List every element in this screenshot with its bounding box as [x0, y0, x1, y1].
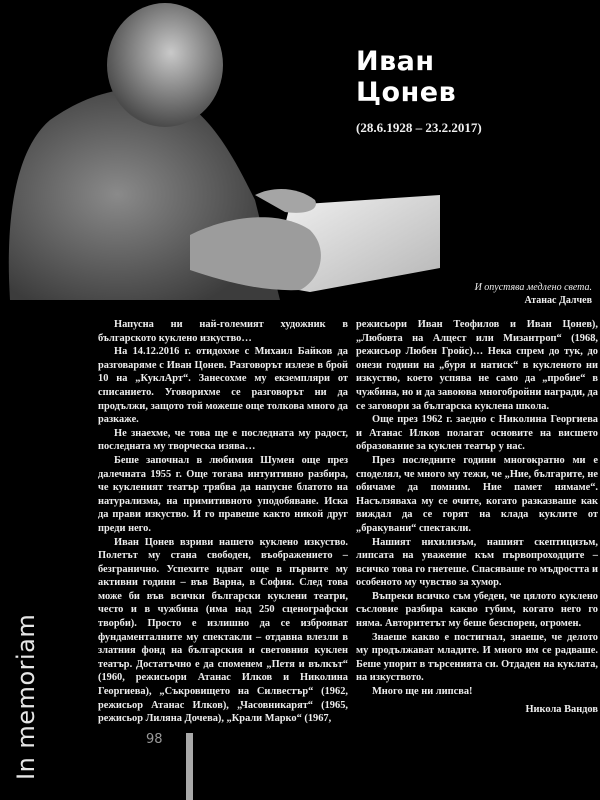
- paragraph: Въпреки всичко съм убеден, че цялото куклено съсловие разбира какво губим, когато него го няма. Авторитетът му беше безспорен, огромен.: [356, 590, 598, 630]
- portrait-image: [0, 0, 440, 300]
- paragraph: Напусна ни най-големият художник в българското куклено изкуство…: [98, 319, 348, 344]
- decorative-bar: [186, 733, 193, 800]
- paragraph: Знаеше какво е постигнал, знаеше, че делото му продължават младите. И много им се радваше. Беше упорит в търсенията си. Отдаден на куклата, на изкуството.: [356, 631, 598, 684]
- paragraph: През последните години многократно ми е споделял, че много му тежи, че „Ние, българите, не обичаме да помним. Ние памет нямаме“. Насълзяваха му се очите, когато разказваше как виждал да се горят на клада куклите от „бракувани“ спектакли.: [356, 454, 598, 534]
- epigraph-quote: И опустява медлено света.: [474, 282, 592, 293]
- title-last-name: Цонев: [356, 77, 457, 108]
- paragraph: Много ще ни липсва!: [372, 686, 473, 698]
- paragraph: Нашият нихилизъм, нашият скептицизъм, липсата на уважение към първопроходците – всичко това го гнетеше. Спасяваше го мъдростта и особеното му чувство за хумор.: [356, 536, 598, 589]
- paragraph: режисьори Иван Теофилов и Иван Цонев), „Любовта на Алцест или Мизантроп“ (1968, режисьор Любен Гройс)… Нека спрем до тук, до онези години на „буря и натиск“ в кукленото ни изкуство, което успява не само да „пробие“ в чужбина, но и да завоюва многобройни награди, да се заговори за българска куклена школа.: [356, 319, 598, 412]
- paragraph: На 14.12.2016 г. отидохме с Михаил Байков да разговаряме с Иван Цонев. Разговорът излезе в брой 10 на „КуклАрт“. Занесохме му екземпляри от списанието. Уговорихме се разговорът ни да продължи, защото той можеше още толкова много да разкаже.: [98, 346, 348, 426]
- paragraph: Не знаехме, че това ще е последната му радост, последната му творческа изява…: [98, 427, 348, 453]
- portrait-photo: [0, 0, 440, 300]
- article-column-2: [356, 318, 598, 716]
- paragraph: Още през 1962 г. заедно с Николина Георгиева и Атанас Илков полагат основите на висшето образование за куклен театър у нас.: [356, 414, 598, 453]
- page-title: [356, 46, 456, 108]
- epigraph-author: Атанас Далчев: [524, 295, 592, 306]
- section-label: In memoriam: [12, 613, 40, 780]
- page-number: 98: [146, 732, 163, 747]
- article-column-1: [98, 318, 348, 726]
- paragraph: Иван Цонев взриви нашето куклено изкуство. Полетът му стана свободен, въображението – безгранично. Успехите идват още в първите му активни години – във Варна, в София. След това може би във всички български куклени театри, често и в чужбина (има над 250 сценографски творби). Просто е излишно да се изброяват фундаменталните му спектакли – отдавна влезли в златния фонд на българския и световния куклен театър. Достатъчно е да споменем „Петя и вълкът“ (1960, режисьори Атанас Илков и Николина Георгиева), „Съкровището на Силвестър“ (1962, режисьор Атанас Илков), „Часовникарят“ (1965, режисьор Лиляна Дочева), „Крали Марко“ (1967,: [98, 536, 348, 725]
- paragraph: Беше започнал в любимия Шумен още през далечната 1955 г. Още тогава интуитивно разбира, че кукленият театър трябва да напусне блатото на натурализма, на примитивното уподобяване. Иска да прави изкуство. И го правеше както никой друг преди него.: [98, 454, 348, 534]
- epigraph: [475, 281, 592, 307]
- author-signature: Никола Вандов: [525, 703, 598, 715]
- title-first-name: Иван: [356, 46, 435, 77]
- life-dates: (28.6.1928 – 23.2.2017): [356, 120, 482, 135]
